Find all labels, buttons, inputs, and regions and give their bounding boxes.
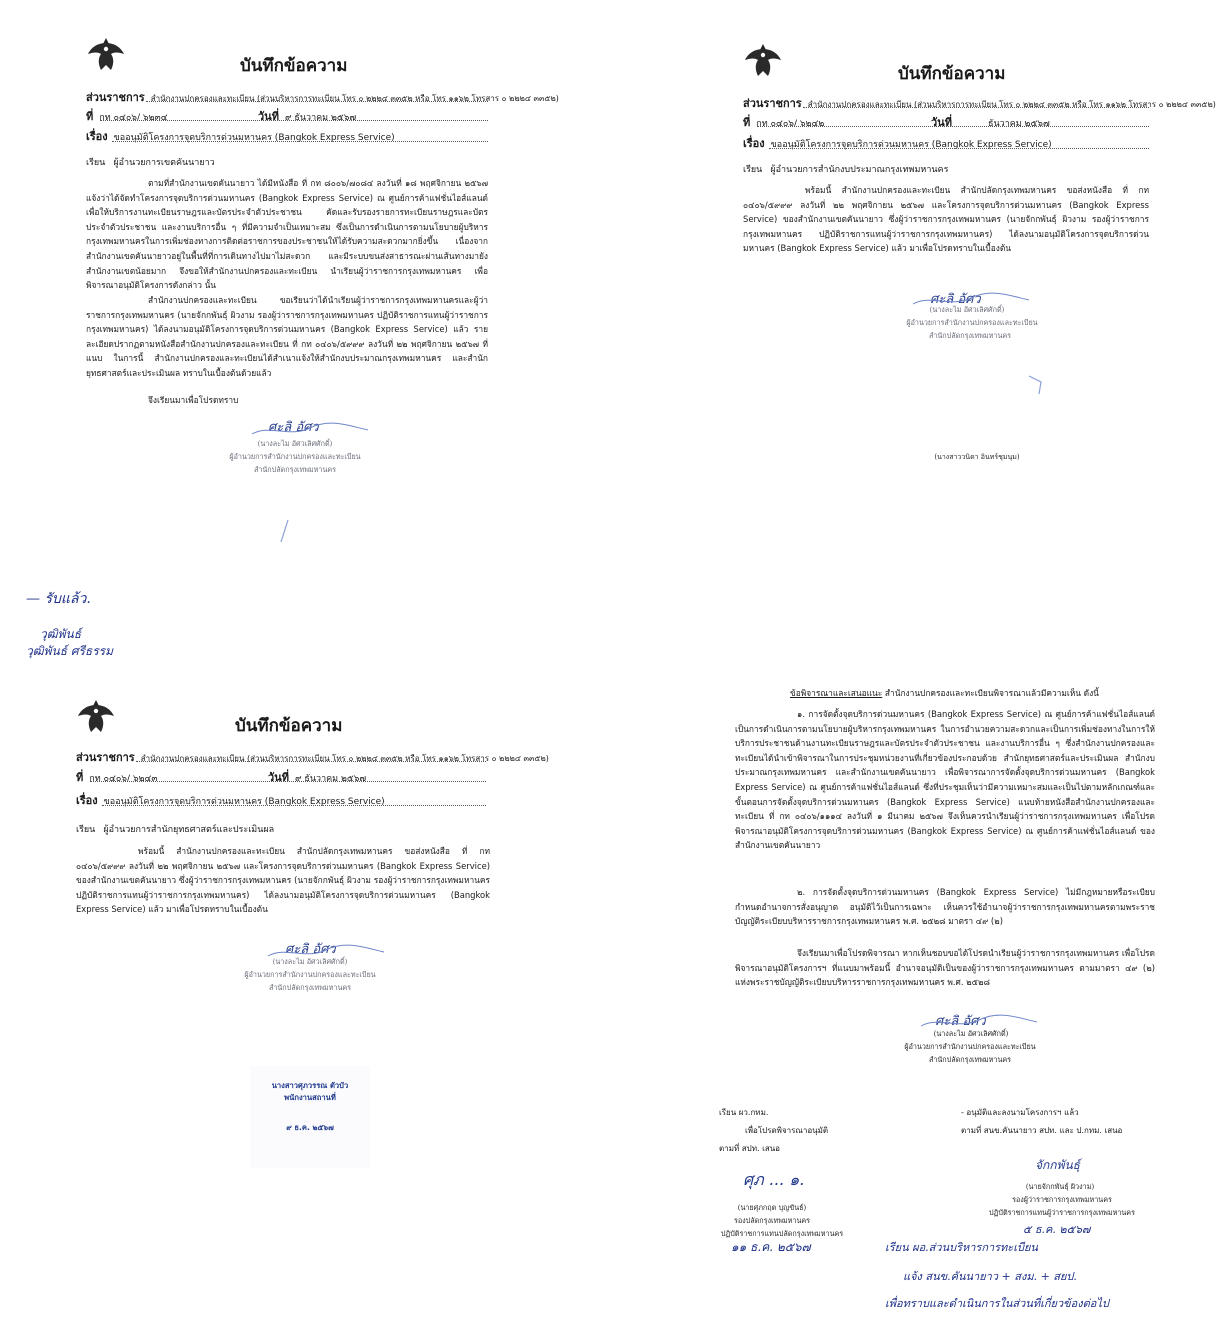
handwritten-instruction-3: เพื่อทราบและดำเนินการในส่วนที่เกี่ยวข้องต่อไป [885, 1297, 1109, 1310]
endorse-left-line-2: เพื่อโปรดพิจารณาอนุมัติ [745, 1126, 829, 1135]
memo-title: บันทึกข้อความ [240, 56, 348, 76]
signature-scribble: ศะลิ อัศว [935, 1014, 986, 1029]
dept-row [76, 748, 549, 766]
garuda-emblem-icon [86, 34, 126, 74]
memo-paragraph-1: ตามที่สำนักงานเขตคันนายาว ได้มีหนังสือ ที่ กท ๘๐๐๖/๗๐๘๔ ลงวันที่ ๑๘ พฤศจิกายน ๒๕๖๗ แจ้งว่าได้จัดทำโครงการจุดบริการด่วนมหานคร (Bangkok Express Service) ณ ศูนย์การค้าแฟชั่นไอส์แลนด์ เพื่อให้บริการงานทะเบียนราษฎรและบัตรประจำตัวประชาชน คัดและรับรองรายการทะเบียนราษฎรและบัตรประจำตัวประชาชน และงานบริการอื่น ๆ ที่มีความจำเป็นเหมาะสม ซึ่งเป็นการดำเนินการตามนโยบายผู้บริหารกรุงเทพมหานครในการเพิ่มช่องทางการติดต่อราชการของประชาชนให้ได้รับความสะดวกมากยิ่งขึ้น เนื่องจากสำนักงานเขตคันนายาวอยู่ในพื้นที่ที่การเดินทางไปมาไม่สะดวก และมีระบบขนส่งสาธารณะผ่านเส้นทางมายังสำนักงานเขตน้อยมาก จึงขอให้สำนักงานปกครองและทะเบียน นำเรียนผู้ว่าราชการกรุงเทพมหานคร เพื่อพิจารณาอนุมัติโครงการดังกล่าว นั้น [86, 178, 488, 291]
handwritten-instruction-2: แจ้ง สนข.คันนายาว + สงม. + สยป. [903, 1270, 1077, 1283]
endorse-left-signature: ศุภ ... ๑. [743, 1170, 805, 1189]
to-text: ผู้อำนวยการเขตคันนายาว [113, 158, 215, 168]
endorse-left-name: (นายศุภกฤต บุญขันธ์) [737, 1203, 807, 1212]
date-row [931, 113, 1050, 131]
signatory-name: (นางละไม อัศวเลิศศักดิ์) [933, 1029, 1009, 1038]
number-text: กท ๐๔๐๖/ ๖๒๔๓ [89, 774, 158, 784]
consideration-point-1: ๑. การจัดตั้งจุดบริการด่วนมหานคร (Bangkok Express Service) ณ ศูนย์การค้าแฟชั่นไอส์แลนด์ เป็นการดำเนินการตามนโยบายผู้บริหารกรุงเทพมหานคร ในการอำนวยความสะดวกและเป็นการเพิ่มช่องทางในการให้บริการประชาชนด้านงานทะเบียนราษฎรและบัตรประจำตัวประชาชน และงานบริการอื่น ๆ ซึ่งสำนักงานปกครองและทะเบียนได้นำเข้าพิจารณาในการประชุมหน่วยงานที่เกี่ยวข้องประกอบด้วย สำนักยุทธศาสตร์และประเมินผล สำนักงบประมาณกรุงเทพมหานคร และสำนักงานเขตคันนายาว เพื่อพิจารณาการจัดตั้งจุดบริการด่วนมหานคร (Bangkok Express Service) ณ ศูนย์การค้าแฟชั่นไอส์แลนด์ ซึ่งที่ประชุมเห็นว่ามีความเหมาะสมและเป็นไปตามหลักเกณฑ์และขั้นตอนการจัดตั้งจุดบริการด่วนมหานคร (Bangkok Express Service) แนบท้ายหนังสือสำนักงานปกครองและทะเบียน ที่ กท ๐๔๐๖/๑๑๑๔ ลงวันที่ ๑ มีนาคม ๒๕๖๗ จึงเห็นควรนำเรียนผู้ว่าราชการกรุงเทพมหานคร เพื่อโปรดพิจารณาอนุมัติโครงการจุดบริการด่วนมหานคร (Bangkok Express Service) ณ ศูนย์การค้าแฟชั่นไอส์แลนด์ ของสำนักงานเขตคันนายาว [735, 709, 1155, 851]
date-label: วันที่ [268, 771, 289, 784]
endorse-right-office: ปฏิบัติราชการแทนผู้ว่าราชการกรุงเทพมหานคร [989, 1208, 1135, 1217]
subject-row [76, 791, 385, 809]
number-row [76, 768, 158, 786]
signatory-office: สำนักปลัดกรุงเทพมหานคร [928, 1055, 1012, 1064]
endorse-left-line-1: เรียน ผว.กทม. [719, 1108, 769, 1117]
to-label: เรียน [76, 825, 96, 835]
dept-row [86, 88, 559, 106]
faint-name: (นางสาววนิดา อินทร์ชุมนุม) [934, 453, 1020, 461]
number-label: ที่ [743, 116, 751, 129]
to-row [743, 162, 948, 176]
date-text: ๙ ธันวาคม ๒๕๖๗ [284, 113, 357, 123]
signatory-office: สำนักปลัดกรุงเทพมหานคร [253, 465, 337, 474]
number-line [100, 120, 488, 121]
subject-line [112, 141, 488, 142]
endorse-left-line-3: ตามที่ สปท. เสนอ [719, 1144, 780, 1153]
subject-label: เรื่อง [76, 794, 98, 807]
number-text: กท ๐๔๐๖/ ๖๒๔๒ [756, 119, 825, 129]
endorse-right-position: รองผู้ว่าราชการกรุงเทพมหานคร [1012, 1195, 1112, 1204]
considerations-title: ข้อพิจารณาและเสนอแนะ [790, 688, 883, 698]
subject-label: เรื่อง [86, 130, 108, 143]
signatory-position: ผู้อำนวยการสำนักงานปกครองและทะเบียน [904, 1042, 1036, 1051]
memo-paragraph-2: สำนักงานปกครองและทะเบียน ขอเรียนว่าได้นำเรียนผู้ว่าราชการกรุงเทพมหานครและผู้ว่าราชการกรุงเทพมหานคร (นายจักกพันธุ์ ผิวงาม รองผู้ว่าราชการกรุงเทพมหานคร ปฏิบัติราชการแทนผู้ว่าราชการกรุงเทพมหานคร) ได้ลงนามอนุมัติโครงการจุดบริการด่วนมหานคร (Bangkok Express Service) แล้ว รายละเอียดปรากฏตามหนังสือสำนักงานปกครองและทะเบียน ที่ กท ๐๔๐๖/๕๙๙๙ ลงวันที่ ๒๒ พฤศจิกายน ๒๕๖๗ ที่แนบ ในการนี้ สำนักงานปกครองและทะเบียนได้สำเนาแจ้งให้สำนักงบประมาณกรุงเทพมหานคร และสำนักยุทธศาสตร์และประเมินผล ทราบในเบื้องต้นด้วยแล้ว [86, 295, 488, 378]
to-label: เรียน [86, 158, 106, 168]
to-text: ผู้อำนวยการสำนักงบประมาณกรุงเทพมหานคร [770, 165, 949, 175]
considerations-heading [790, 686, 1170, 701]
number-row [743, 113, 824, 131]
date-label: วันที่ [931, 116, 952, 129]
receipt-stamp [250, 1066, 370, 1168]
number-label: ที่ [86, 110, 94, 123]
dept-label: ส่วนราชการ [743, 97, 802, 110]
signatory-office: สำนักปลัดกรุงเทพมหานคร [268, 983, 352, 992]
signature-scribble: ศะลิ อัศว [268, 420, 319, 435]
signatory-office: สำนักปลัดกรุงเทพมหานคร [928, 331, 1012, 340]
memo-closing: จึงเรียนมาเพื่อโปรดทราบ [148, 395, 239, 405]
garuda-emblem-icon [743, 40, 783, 80]
dept-line [146, 101, 488, 102]
dept-text: สำนักงานปกครองและทะเบียน (ส่วนบริหารการทะเบียน โทร ๐ ๒๒๒๔ ๓๓๕๒ หรือ โทร ๑๑๖๒ โทรสาร ๐ ๒๒๒๔ ๓๓๕๒) [150, 94, 559, 103]
number-line [757, 126, 1149, 127]
stamp-date: ๙ ธ.ค. ๒๕๖๗ [286, 1123, 334, 1132]
memo-title: บันทึกข้อความ [898, 64, 1006, 84]
dept-label: ส่วนราชการ [86, 91, 145, 104]
subject-row [743, 134, 1052, 152]
number-line [90, 781, 486, 782]
signatory-name: (นางละไม อัศวเลิศศักดิ์) [257, 439, 333, 448]
number-row [86, 107, 168, 125]
dept-label: ส่วนราชการ [76, 751, 135, 764]
date-text: ธันวาคม ๒๕๖๗ [987, 119, 1050, 129]
memo-paragraph-1: พร้อมนี้ สำนักงานปกครองและทะเบียน สำนักปลัดกรุงเทพมหานคร ขอส่งหนังสือ ที่ กท ๐๔๐๖/๕๙๙๙ ลงวันที่ ๒๒ พฤศจิกายน ๒๕๖๗ และโครงการจุดบริการด่วนมหานคร (Bangkok Express Service) ของสำนักงานเขตคันนายาว ซึ่งผู้ว่าราชการกรุงเทพมหานคร (นายจักกพันธุ์ ผิวงาม รองผู้ว่าราชการกรุงเทพมหานคร ปฏิบัติราชการแทนผู้ว่าราชการกรุงเทพมหานคร) ได้ลงนามอนุมัติโครงการจุดบริการด่วนมหานคร (Bangkok Express Service) แล้ว มาเพื่อโปรดทราบในเบื้องต้น [743, 185, 1149, 254]
memo-1 [0, 0, 615, 600]
dept-line [803, 107, 1149, 108]
date-label: วันที่ [258, 110, 279, 123]
endorse-right-signature: จักกพันธุ์ [1035, 1158, 1080, 1172]
endorse-right-line-2: ตามที่ สนข.คันนายาว สปท. และ ป.กทม. เสนอ [961, 1126, 1123, 1135]
stamp-position: พนักงานสถานที่ [284, 1093, 336, 1102]
dept-text: สำนักงานปกครองและทะเบียน (ส่วนบริหารการทะเบียน โทร ๐ ๒๒๒๔ ๓๓๕๒ หรือ โทร ๑๑๖๒ โทรสาร ๐ ๒๒๒๔ ๓๓๕๒) [140, 754, 549, 763]
number-label: ที่ [76, 771, 84, 784]
endorse-left-date: ๑๑ ธ.ค. ๒๕๖๗ [731, 1240, 811, 1254]
subject-line [102, 805, 486, 806]
dept-row [743, 94, 1216, 112]
to-label: เรียน [743, 165, 763, 175]
stamp-name: นางสาวศุภวรรณ ตัวบัว [271, 1081, 349, 1090]
subject-text: ขออนุมัติโครงการจุดบริการด่วนมหานคร (Bangkok Express Service) [103, 797, 385, 807]
margin-note-name-2: วุฒิพันธ์ ศรีธรรม [26, 644, 114, 658]
date-row [258, 107, 356, 125]
garuda-emblem-icon [76, 696, 116, 736]
margin-note-name-1: วุฒิพันธ์ [40, 627, 82, 641]
endorse-right-line-1: - อนุมัติและลงนามโครงการฯ แล้ว [961, 1108, 1079, 1117]
subject-row [86, 127, 395, 145]
dept-text: สำนักงานปกครองและทะเบียน (ส่วนบริหารการทะเบียน โทร ๐ ๒๒๒๔ ๓๓๕๒ หรือ โทร ๑๑๖๒ โทรสาร ๐ ๒๒๒๔ ๓๓๕๒) [807, 100, 1216, 109]
considerations-intro: สำนักงานปกครองและทะเบียนพิจารณาแล้วมีความเห็น ดังนี้ [882, 688, 1099, 698]
pen-tick-icon [1027, 374, 1047, 396]
signatory-position: ผู้อำนวยการสำนักงานปกครองและทะเบียน [906, 318, 1038, 327]
consideration-closing: จึงเรียนมาเพื่อโปรดพิจารณา หากเห็นชอบขอได้โปรดนำเรียนผู้ว่าราชการกรุงเทพมหานคร เพื่อโปรดพิจารณาอนุมัติโครงการฯ ที่แนบมาพร้อมนี้ อำนาจอนุมัติเป็นของผู้ว่าราชการกรุงเทพมหานคร ตามมาตรา ๔๙ (๒) แห่งพระราชบัญญัติระเบียบบริหารราชการกรุงเทพมหานคร พ.ศ. ๒๕๒๘ [735, 948, 1155, 988]
signature-stroke-icon [250, 420, 370, 440]
number-text: กท ๐๔๐๖/ ๖๒๓๔ [99, 113, 168, 123]
memo-2 [615, 0, 1231, 600]
signature-scribble: ศะลิ อัศว [285, 942, 336, 957]
memo-4 [615, 660, 1231, 1329]
date-text: ๙ ธันวาคม ๒๕๖๗ [294, 774, 367, 784]
endorse-left-office: ปฏิบัติราชการแทนปลัดกรุงเทพมหานคร [720, 1229, 844, 1238]
consideration-point-2: ๒. การจัดตั้งจุดบริการด่วนมหานคร (Bangkok Express Service) ไม่มีกฎหมายหรือระเบียบกำหนดอำนาจการสั่งอนุญาต อนุมัติไว้เป็นการเฉพาะ เห็นควรใช้อำนาจผู้ว่าราชการกรุงเทพมหานครตามพระราชบัญญัติระเบียบบริหารราชการกรุงเทพมหานคร พ.ศ. ๒๕๒๘ มาตรา ๔๙ (๒) [735, 887, 1155, 927]
signatory-position: ผู้อำนวยการสำนักงานปกครองและทะเบียน [229, 452, 361, 461]
subject-label: เรื่อง [743, 137, 765, 150]
signatory-position: ผู้อำนวยการสำนักงานปกครองและทะเบียน [244, 970, 376, 979]
handwritten-instruction-1: เรียน ผอ.ส่วนบริหารการทะเบียน [885, 1241, 1038, 1254]
pen-tick-icon [278, 518, 290, 544]
signatory-name: (นางละไม อัศวเลิศศักดิ์) [272, 957, 348, 966]
to-text: ผู้อำนวยการสำนักยุทธศาสตร์และประเมินผล [103, 825, 275, 835]
date-row [268, 768, 366, 786]
subject-text: ขออนุมัติโครงการจุดบริการด่วนมหานคร (Bangkok Express Service) [770, 140, 1052, 150]
dept-line [136, 761, 486, 762]
signature-scribble: ศะลิ อัศว [930, 292, 981, 307]
memo-title: บันทึกข้อความ [235, 716, 343, 736]
memo-3 [0, 660, 615, 1329]
endorse-left-position: รองปลัดกรุงเทพมหานคร [733, 1216, 811, 1225]
margin-note-received: — รับแล้ว. [26, 591, 91, 607]
endorse-right-name: (นายจักกพันธุ์ ผิวงาม) [1025, 1182, 1095, 1191]
subject-line [769, 148, 1149, 149]
signatory-name: (นางละไม อัศวเลิศศักดิ์) [929, 305, 1005, 314]
to-row [76, 822, 274, 836]
subject-text: ขออนุมัติโครงการจุดบริการด่วนมหานคร (Bangkok Express Service) [113, 133, 395, 143]
to-row [86, 155, 215, 169]
endorse-right-date: ๕ ธ.ค. ๒๕๖๗ [1023, 1223, 1091, 1236]
memo-paragraph-1: พร้อมนี้ สำนักงานปกครองและทะเบียน สำนักปลัดกรุงเทพมหานคร ขอส่งหนังสือ ที่ กท ๐๔๐๖/๕๙๙๙ ลงวันที่ ๒๒ พฤศจิกายน ๒๕๖๗ และโครงการจุดบริการด่วนมหานคร (Bangkok Express Service) ของสำนักงานเขตคันนายาว ซึ่งผู้ว่าราชการกรุงเทพมหานคร (นายจักกพันธุ์ ผิวงาม รองผู้ว่าราชการกรุงเทพมหานคร ปฏิบัติราชการแทนผู้ว่าราชการกรุงเทพมหานคร) ได้ลงนามอนุมัติโครงการจุดบริการด่วนมหานคร (Bangkok Express Service) แล้ว มาเพื่อโปรดทราบในเบื้องต้น [76, 846, 490, 915]
